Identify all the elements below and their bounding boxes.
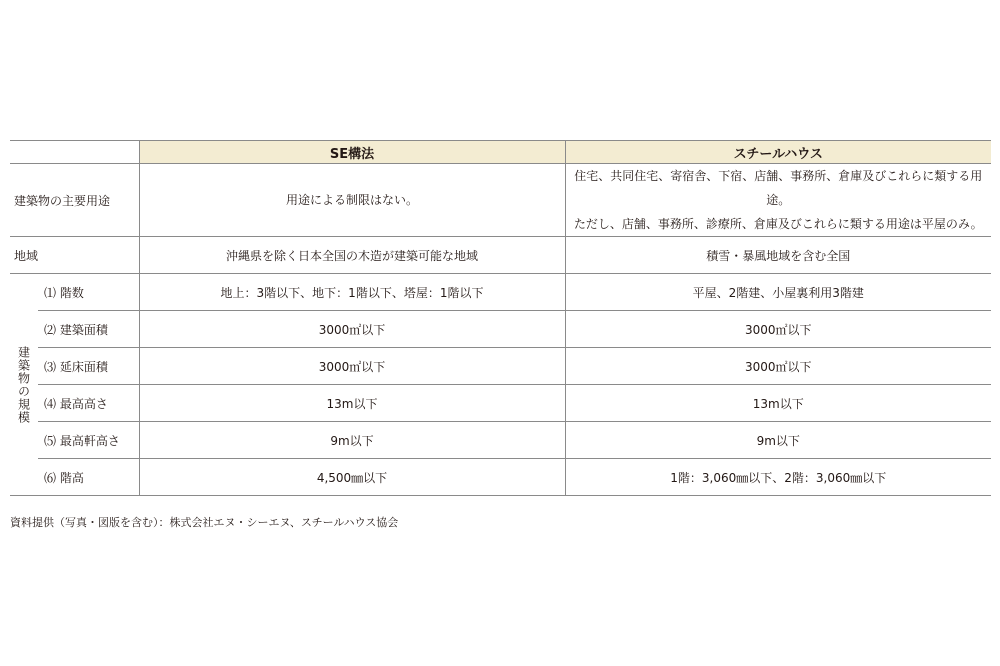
cell-se: 地上：3階以下、地下：1階以下、塔屋：1階以下	[139, 274, 565, 311]
row-eave-height	[10, 422, 991, 459]
cell-se: 沖縄県を除く日本全国の木造が建築可能な地域	[139, 237, 565, 274]
cell-se: 13m以下	[139, 385, 565, 422]
cell-steel: 13m以下	[565, 385, 991, 422]
row-label: ⑷ 最高高さ	[38, 385, 139, 422]
row-story-height	[10, 459, 991, 496]
comparison-table	[10, 140, 991, 496]
row-label: ⑵ 建築面積	[38, 311, 139, 348]
row-region	[10, 237, 991, 274]
header-blank	[10, 141, 139, 164]
row-main-use	[10, 164, 991, 237]
cell-steel: 9m以下	[565, 422, 991, 459]
row-building-area	[10, 311, 991, 348]
group-label: 建築物の規模	[16, 345, 31, 424]
cell-line: ただし、店舗、事務所、診療所、倉庫及びこれらに類する用途は平屋のみ。	[573, 217, 983, 231]
cell-steel: 1階：3,060㎜以下、2階：3,060㎜以下	[565, 459, 991, 496]
row-label: ⑹ 階高	[38, 459, 139, 496]
header-se: SE構法	[139, 141, 565, 164]
row-label: 地域	[10, 237, 139, 274]
row-floors	[10, 274, 991, 311]
cell-steel: 平屋、2階建、小屋裏利用3階建	[565, 274, 991, 311]
row-floor-area	[10, 348, 991, 385]
cell-se	[139, 164, 565, 237]
header-steel: スチールハウス	[565, 141, 991, 164]
cell-steel: 3000㎡以下	[565, 348, 991, 385]
cell-line: 用途による制限はない。	[285, 193, 418, 207]
cell-line: 住宅、共同住宅、寄宿舎、下宿、店舗、事務所、倉庫及びこれらに類する用途。	[574, 169, 983, 207]
cell-steel	[565, 164, 991, 237]
row-max-height	[10, 385, 991, 422]
group-label-cell	[10, 274, 38, 496]
row-label: ⑶ 延床面積	[38, 348, 139, 385]
credit-note: 資料提供（写真・図版を含む）：株式会社エヌ・シーエヌ、スチールハウス協会	[10, 516, 399, 529]
cell-se: 4,500㎜以下	[139, 459, 565, 496]
cell-se: 9m以下	[139, 422, 565, 459]
cell-se: 3000㎡以下	[139, 348, 565, 385]
cell-steel: 3000㎡以下	[565, 311, 991, 348]
row-label: ⑴ 階数	[38, 274, 139, 311]
cell-se: 3000㎡以下	[139, 311, 565, 348]
row-label: 建築物の主要用途	[10, 164, 139, 237]
header-row	[10, 141, 991, 164]
cell-steel: 積雪・暴風地域を含む全国	[565, 237, 991, 274]
row-label: ⑸ 最高軒高さ	[38, 422, 139, 459]
